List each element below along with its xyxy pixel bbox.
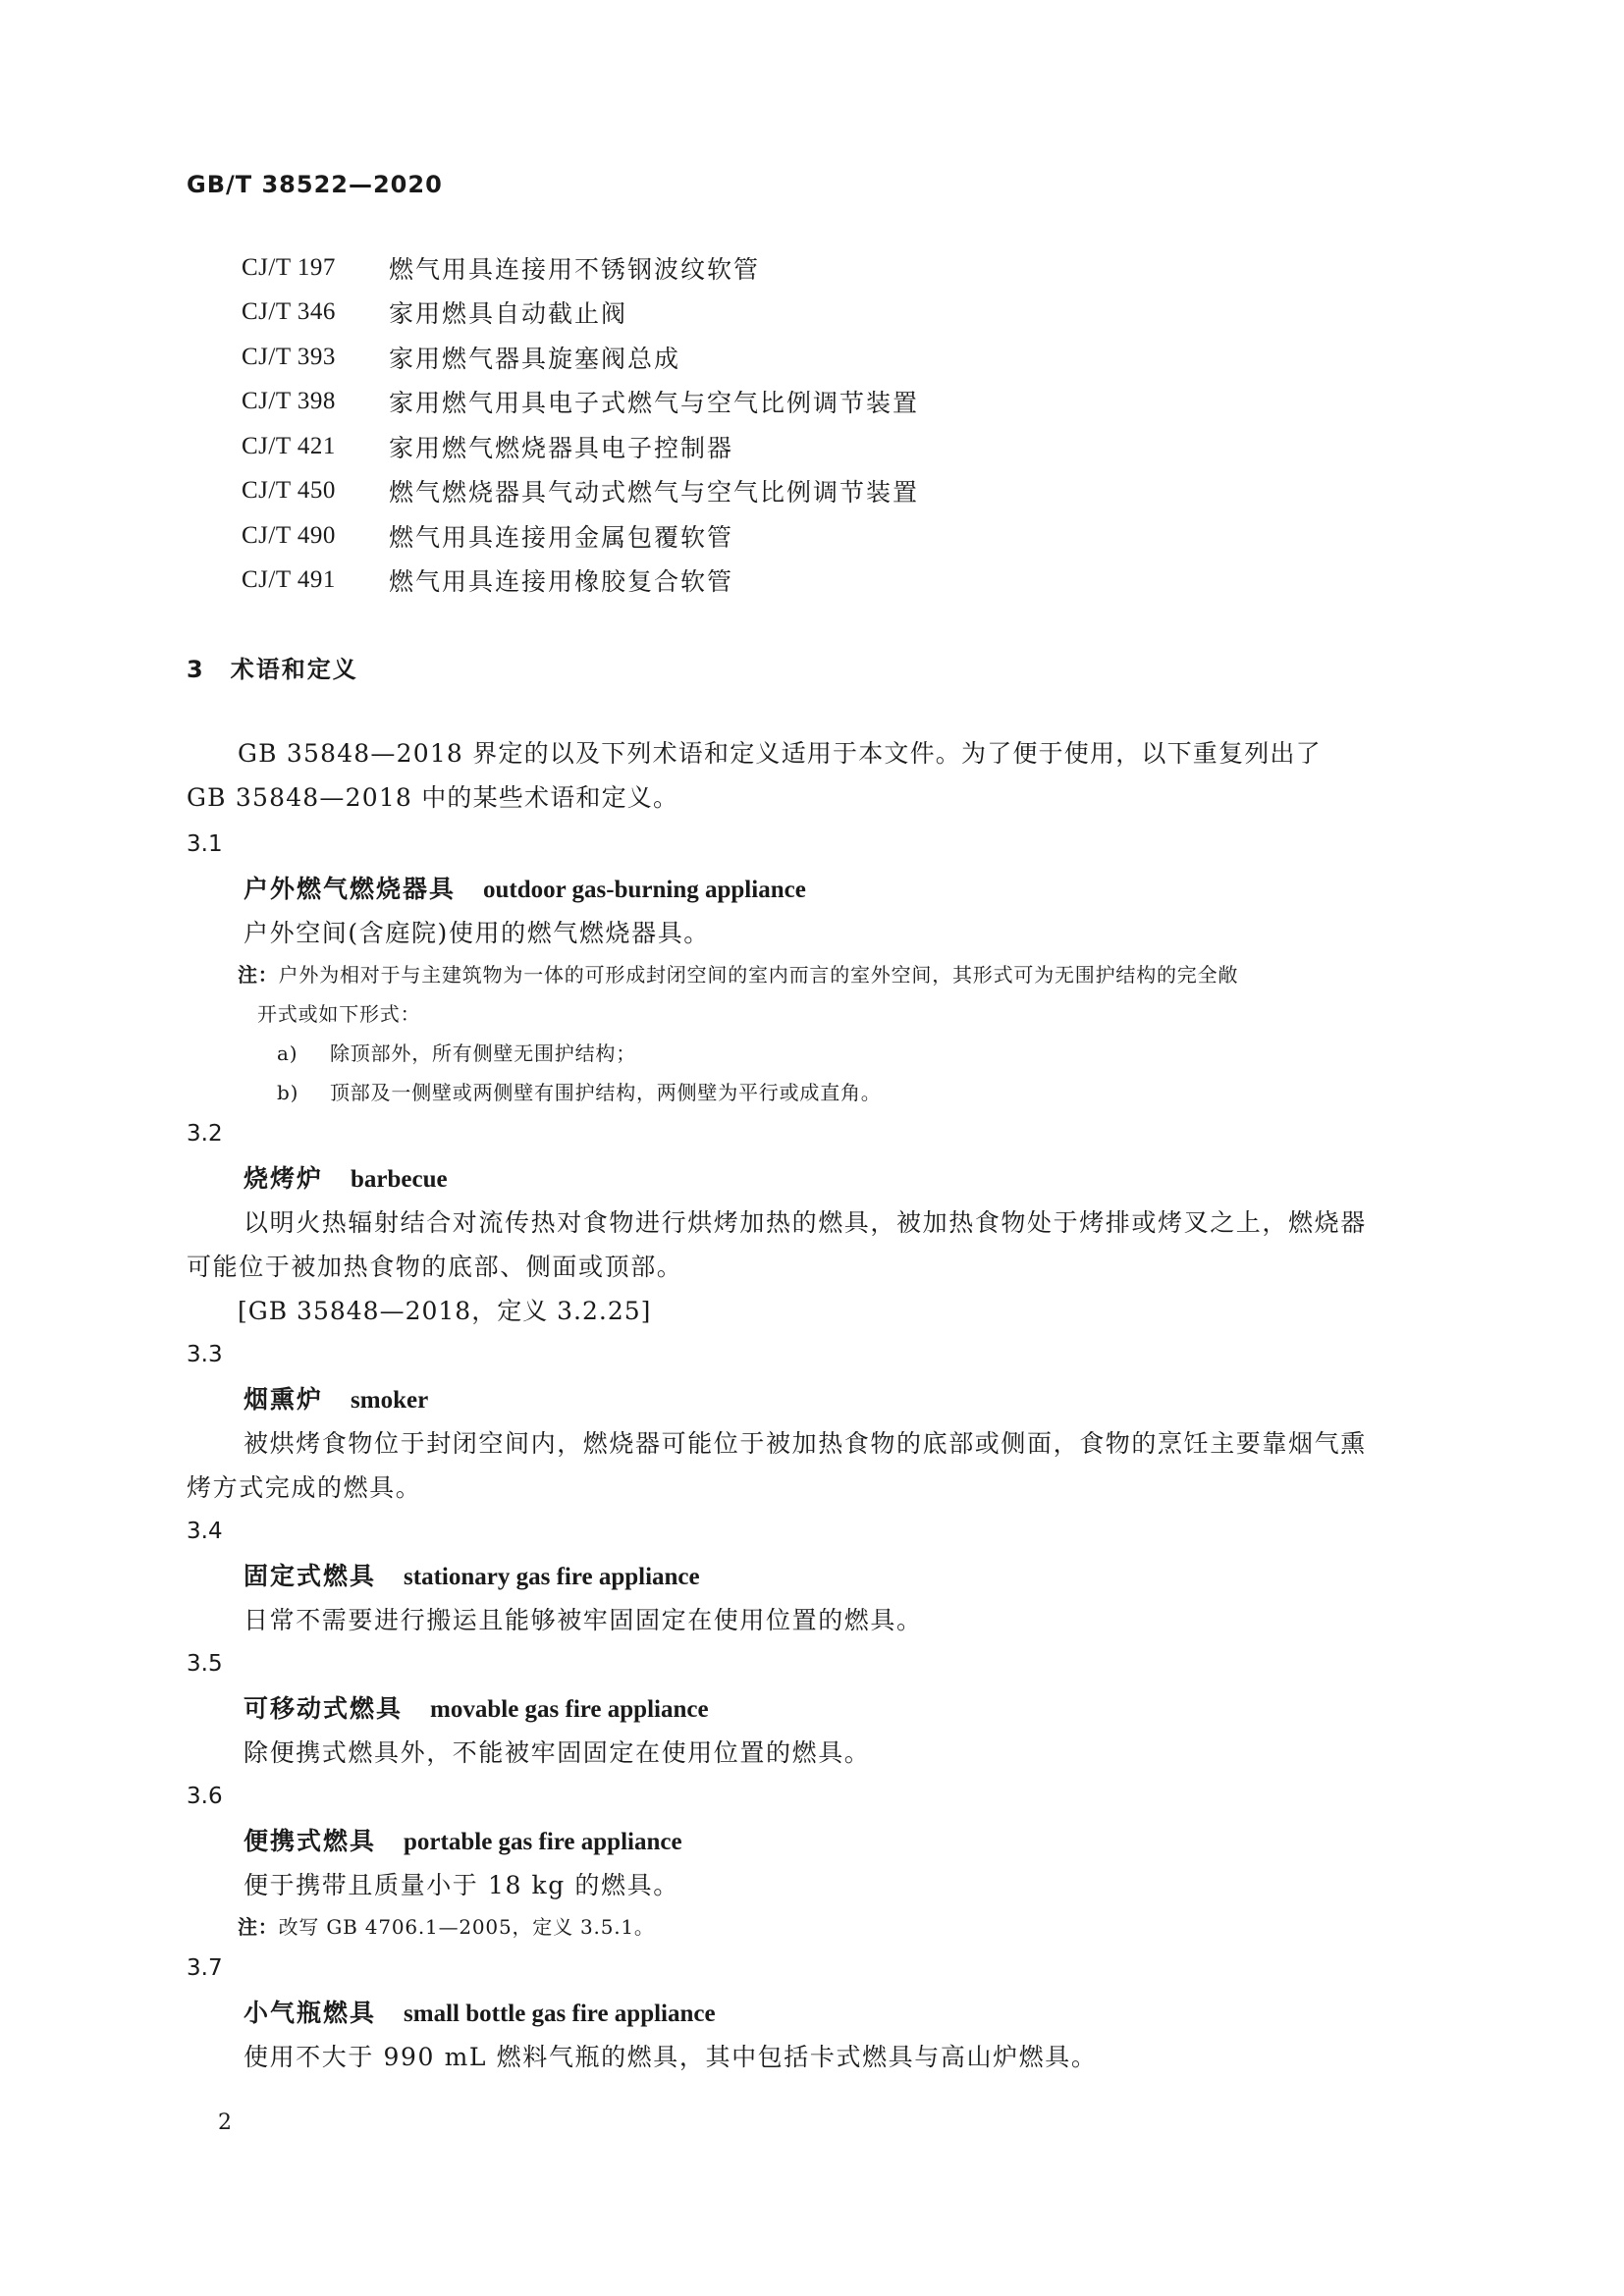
definition-line: 可能位于被加热食物的底部、侧面或顶部。: [187, 1253, 683, 1281]
normative-reference-list: [242, 245, 919, 603]
term-english: smoker: [351, 1387, 429, 1414]
term-number: 3.6: [187, 1784, 223, 1809]
reference-item: [242, 245, 919, 291]
list-marker: b): [277, 1081, 299, 1104]
term-definition: 便于携带且质量小于 18 kg 的燃具。: [244, 1871, 679, 1899]
term-heading: [187, 1991, 1453, 2035]
term-english: portable gas fire appliance: [404, 1829, 682, 1855]
note-label: 注：: [238, 963, 279, 987]
term-definition: 除便携式燃具外，不能被牢固固定在使用位置的燃具。: [244, 1738, 871, 1767]
term-heading: [187, 1377, 1453, 1421]
term-heading: [187, 867, 1453, 911]
term-heading: [187, 1819, 1453, 1863]
intro-line: GB 35848—2018 界定的以及下列术语和定义适用于本文件。为了便于使用，以下重复列出了: [238, 739, 1322, 768]
reference-title: 家用燃气燃烧器具电子控制器: [389, 433, 734, 462]
reference-item: [242, 469, 919, 514]
reference-title: 燃气燃烧器具气动式燃气与空气比例调节装置: [389, 478, 920, 507]
note-text: 改写 GB 4706.1—2005，定义 3.5.1。: [278, 1915, 655, 1939]
reference-item: [242, 291, 919, 336]
reference-code: CJ/T 197: [242, 253, 336, 281]
term-heading: [187, 1554, 1453, 1598]
reference-item: [242, 559, 919, 604]
term-chinese: 便携式燃具: [244, 1827, 377, 1855]
reference-title: 家用燃气用具电子式燃气与空气比例调节装置: [389, 389, 920, 418]
reference-item: [242, 380, 919, 425]
reference-code: CJ/T 346: [242, 298, 336, 326]
term-source: [GB 35848—2018，定义 3.2.25]: [238, 1297, 652, 1325]
reference-item: [242, 513, 919, 559]
term-number: 3.7: [187, 1955, 223, 1981]
term-chinese: 烧烤炉: [244, 1164, 324, 1193]
reference-code: CJ/T 450: [242, 477, 336, 505]
definition-line: 被烘烤食物位于封闭空间内，燃烧器可能位于被加热食物的底部或侧面，食物的烹饪主要靠烟气熏: [244, 1429, 1367, 1458]
section-intro: [187, 731, 1453, 820]
reference-title: 燃气用具连接用橡胶复合软管: [389, 567, 734, 597]
reference-title: 燃气用具连接用不锈钢波纹软管: [389, 254, 761, 284]
term-note: [187, 1907, 1453, 1947]
term-entry: [187, 823, 1453, 1112]
term-number: 3.3: [187, 1342, 223, 1367]
reference-code: CJ/T 491: [242, 566, 336, 594]
reference-title: 家用燃具自动截止阀: [389, 299, 628, 329]
note-list-item: [187, 1034, 1453, 1073]
term-chinese: 可移动式燃具: [244, 1694, 404, 1723]
term-heading: [187, 1156, 1453, 1201]
terms-list: [187, 823, 1453, 2079]
term-definition: 日常不需要进行搬运且能够被牢固固定在使用位置的燃具。: [244, 1606, 923, 1634]
term-chinese: 烟熏炉: [244, 1385, 324, 1414]
term-entry: [187, 1510, 1453, 1642]
note-text: 开式或如下形式：: [257, 1002, 421, 1026]
reference-title: 家用燃气器具旋塞阀总成: [389, 344, 681, 373]
term-chinese: 小气瓶燃具: [244, 1999, 377, 2027]
term-number: 3.2: [187, 1121, 223, 1147]
term-number: 3.1: [187, 831, 223, 857]
term-english: movable gas fire appliance: [430, 1696, 709, 1723]
note-text: 户外为相对于与主建筑物为一体的可形成封闭空间的室内而言的室外空间，其形式可为无围护结构的完全敞: [278, 963, 1239, 987]
term-note: [187, 955, 1453, 994]
term-number: 3.4: [187, 1519, 223, 1544]
section-number: 3: [187, 656, 205, 683]
term-entry: [187, 1112, 1453, 1333]
list-item-text: 除顶部外，所有侧壁无围护结构；: [330, 1041, 636, 1065]
term-entry: [187, 1642, 1453, 1775]
reference-code: CJ/T 393: [242, 343, 336, 370]
term-entry: [187, 1947, 1453, 2079]
term-chinese: 固定式燃具: [244, 1562, 377, 1590]
definition-line: 以明火热辐射结合对流传热对食物进行烘烤加热的燃具，被加热食物处于烤排或烤叉之上，燃烧器: [244, 1208, 1367, 1237]
term-definition: [187, 1421, 1453, 1510]
term-definition: [187, 1201, 1453, 1289]
term-english: stationary gas fire appliance: [404, 1564, 700, 1590]
list-item-text: 顶部及一侧壁或两侧壁有围护结构，两侧壁为平行或成直角。: [330, 1081, 882, 1104]
section-heading: [187, 650, 358, 684]
standard-number-header: GB/T 38522—2020: [187, 171, 443, 198]
section-title: 术语和定义: [230, 656, 358, 683]
intro-line: GB 35848—2018 中的某些术语和定义。: [187, 783, 679, 812]
reference-item: [242, 424, 919, 469]
term-definition: 户外空间(含庭院)使用的燃气燃烧器具。: [244, 919, 710, 947]
note-list-item: [187, 1073, 1453, 1112]
term-definition: 使用不大于 990 mL 燃料气瓶的燃具，其中包括卡式燃具与高山炉燃具。: [244, 2043, 1098, 2071]
reference-code: CJ/T 398: [242, 388, 336, 415]
term-entry: [187, 1333, 1453, 1510]
term-chinese: 户外燃气燃烧器具: [244, 875, 457, 903]
page-number: 2: [218, 2110, 232, 2135]
term-number: 3.5: [187, 1651, 223, 1677]
reference-item: [242, 335, 919, 380]
list-marker: a): [277, 1041, 298, 1065]
reference-code: CJ/T 421: [242, 432, 336, 459]
term-entry: [187, 1775, 1453, 1947]
term-heading: [187, 1686, 1453, 1731]
term-english: small bottle gas fire appliance: [404, 2001, 716, 2027]
definition-line: 烤方式完成的燃具。: [187, 1473, 422, 1502]
note-label: 注：: [238, 1915, 279, 1939]
term-english: outdoor gas-burning appliance: [483, 877, 806, 903]
reference-code: CJ/T 490: [242, 521, 336, 549]
reference-title: 燃气用具连接用金属包覆软管: [389, 522, 734, 552]
term-english: barbecue: [351, 1166, 448, 1193]
